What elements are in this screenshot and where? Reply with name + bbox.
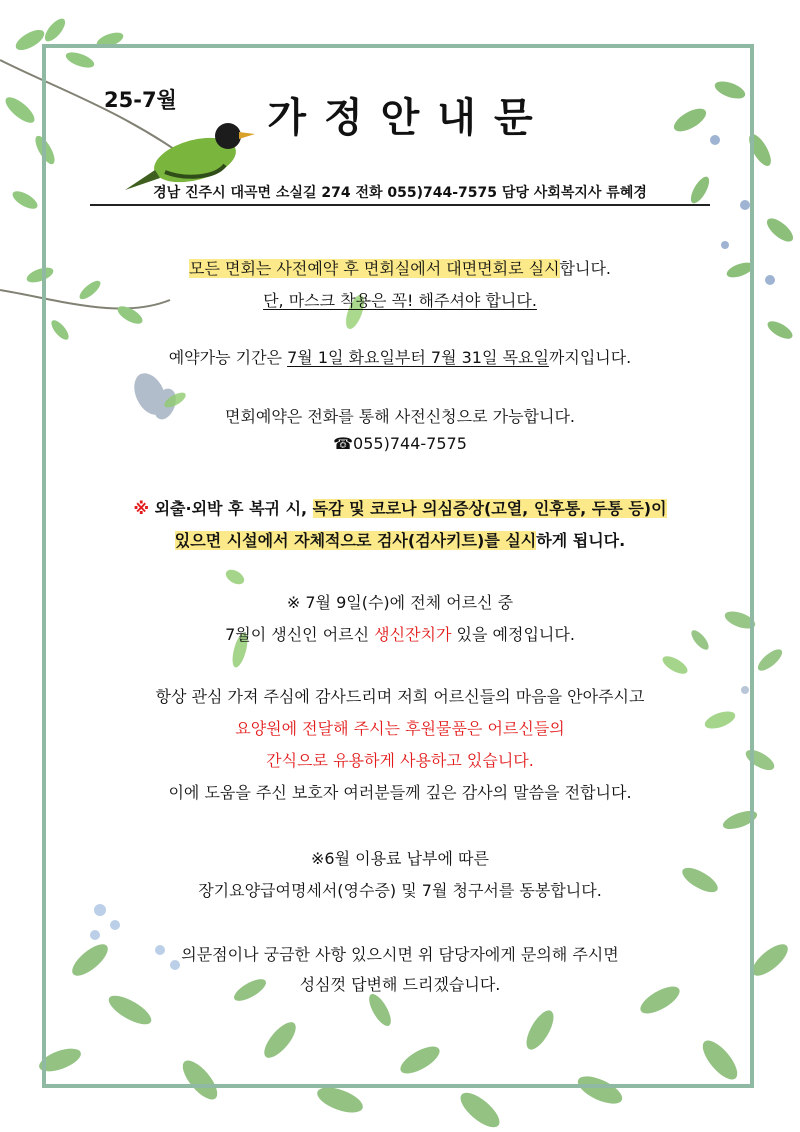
- visit-notice-rest: 합니다.: [559, 259, 612, 278]
- reservation-period-dates: 7월 1일 화요일부터 7월 31일 목요일: [287, 348, 549, 367]
- statement-notice-line2: 장기요양급여명세서(영수증) 및 7월 청구서를 동봉합니다.: [198, 881, 602, 900]
- visit-notice-line1: [0, 256, 800, 279]
- issue-date: 25-7월: [104, 88, 177, 112]
- outing-notice-highlight-1: 독감 및 코로나 의심증상(고열, 인후통, 두통 등)이: [312, 499, 667, 518]
- outing-notice-highlight-2: 있으면 시설에서 자체적으로 검사(검사키트)를 실시: [174, 531, 537, 550]
- birthday-notice-post: 있을 예정입니다.: [451, 625, 575, 644]
- inquiry-line2: 성심껏 답변해 드리겠습니다.: [299, 975, 501, 994]
- thanks-line3: 간식으로 유용하게 사용하고 있습니다.: [266, 751, 534, 770]
- contact-info: 경남 진주시 대곡면 소실길 274 전화 055)744-7575 담당 사회복지사 류혜경: [90, 182, 710, 206]
- birthday-party-highlight: 생신잔치가: [374, 625, 452, 644]
- reservation-period-post: 까지입니다.: [548, 348, 632, 367]
- outing-notice-line2: [0, 528, 800, 551]
- outing-notice-pre: 외출·외박 후 복귀 시,: [149, 499, 313, 518]
- document-title: 가정안내문: [267, 94, 551, 141]
- outing-notice-rest: 하게 됩니다.: [536, 531, 626, 550]
- reservation-period-pre: 예약가능 기간은: [168, 348, 288, 367]
- thanks-line2: 요양원에 전달해 주시는 후원물품은 어르신들의: [235, 719, 565, 738]
- birthday-notice-line1: ※ 7월 9일(수)에 전체 어르신 중: [286, 593, 514, 612]
- mask-notice: [0, 288, 800, 311]
- visit-notice-highlight: 모든 면회는 사전예약 후 면회실에서 대면면회로 실시: [188, 259, 560, 278]
- reservation-period: [0, 345, 800, 368]
- inquiry-line1: 의문점이나 궁금한 사항 있으시면 위 담당자에게 문의해 주시면: [181, 945, 619, 964]
- birthday-notice-line2: [0, 622, 800, 645]
- birthday-notice-pre: 7월이 생신인 어르신: [225, 625, 375, 644]
- outing-notice-line1: [0, 496, 800, 519]
- statement-notice-line1: ※6월 이용료 납부에 따른: [311, 849, 489, 868]
- reservation-method: 면회예약은 전화를 통해 사전신청으로 가능합니다.: [224, 407, 575, 426]
- mask-notice-text: 단, 마스크 착용은 꼭! 해주셔야 합니다.: [263, 291, 537, 310]
- thanks-line4: 이에 도움을 주신 보호자 여러분들께 깊은 감사의 말씀을 전합니다.: [168, 783, 632, 802]
- reference-mark: ※: [133, 499, 150, 518]
- thanks-line1: 항상 관심 가져 주심에 감사드리며 저희 어르신들의 마음을 안아주시고: [155, 687, 645, 706]
- reservation-phone: ☎055)744-7575: [333, 434, 467, 453]
